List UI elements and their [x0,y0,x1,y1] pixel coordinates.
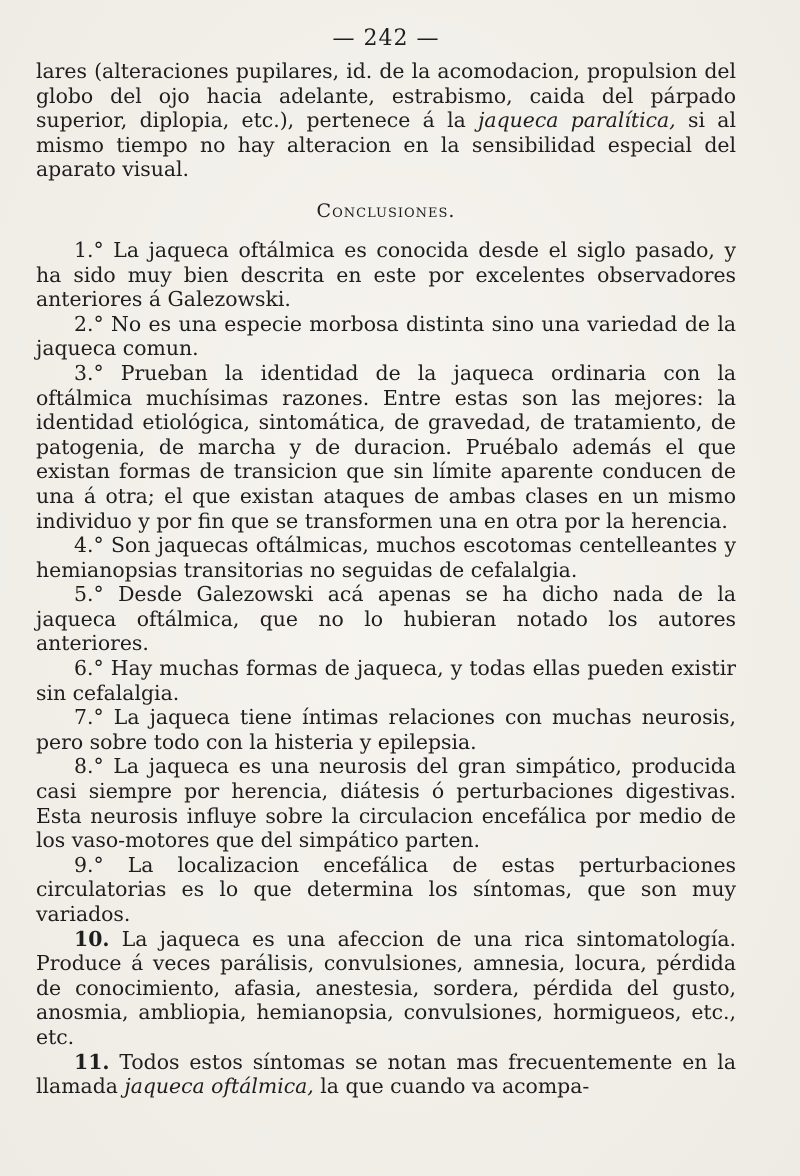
intro-text-1: lares (alteraciones pupilares, id. de la acomodacion, propulsion del globo del ojo hacia adelante, estrabismo, caida del párpado superior, diplopia, etc.), pertenece á la [36,59,736,133]
conclusion-number: 3.° [74,360,104,385]
conclusion-text: La localizacion encefálica de estas perturbaciones circulatorias es lo que determina los síntomas, que son muy variados. [36,852,736,926]
conclusion-4 [36,533,736,582]
conclusion-text: La jaqueca es una afeccion de una rica sintomatología. Produce á veces parálisis, convulsiones, amnesia, locura, pérdida de conocimiento, afasia, anestesia, sordera, pérdida del gusto, anosmia, ambliopia, hemianopsia, convulsiones, hormigueos, etc., etc. [36,926,736,1049]
conclusion-5 [36,582,736,656]
conclusion-number: 9.° [74,852,104,877]
section-heading: Conclusiones. [316,199,456,222]
conclusion-number: 11. [74,1049,110,1074]
conclusion-number: 2.° [74,311,104,336]
conclusion-text: La jaqueca oftálmica es conocida desde el siglo pasado, y ha sido muy bien descrita en este por excelentes observadores anteriores á Galezowski. [36,237,737,312]
conclusion-text: Desde Galezowski acá apenas se ha dicho nada de la jaqueca oftálmica, que no lo hubieran notado los autores anteriores. [36,582,736,656]
intro-paragraph [36,59,736,182]
conclusion-2 [36,312,736,361]
conclusion-text-2: la que cuando va acompa- [313,1074,590,1099]
conclusion-text: Prueban la identidad de la jaqueca ordinaria con la oftálmica muchísimas razones. Entre estas son las mejores: la identidad etiológica, sintomática, de gravedad, de tratamiento, de patogenia, de marcha y de duracion. Pruébalo además el que existan formas de transicion que sin límite aparente conducen de una á otra; el que existan ataques de ambas clases en un mismo individuo y por fin que se transformen una en otra por la herencia. [36,360,736,533]
conclusion-text: Hay muchas formas de jaqueca, y todas ellas pueden existir sin cefalalgia. [36,656,736,705]
conclusion-number: 5.° [74,582,104,607]
conclusion-7 [36,705,736,754]
conclusion-number: 1.° [74,237,104,262]
page-number: — 242 — [332,26,440,51]
intro-italic: jaqueca paralítica, [478,108,676,133]
conclusion-number: 8.° [74,754,104,779]
conclusion-6 [36,656,736,705]
conclusion-8 [36,754,736,852]
conclusion-number: 10. [74,926,110,951]
conclusion-italic: jaqueca oftálmica, [124,1074,314,1099]
conclusion-number: 6.° [74,656,104,681]
conclusion-11 [36,1050,736,1099]
conclusion-text: La jaqueca tiene íntimas relaciones con muchas neurosis, pero sobre todo con la histeria y epilepsia. [36,705,736,754]
intro-text-2: si al mismo tiempo no hay alteracion en la sensibilidad especial del aparato visual. [36,108,736,182]
conclusion-text: Son jaquecas oftálmicas, muchos escotomas centelleantes y hemianopsias transitorias no seguidas de cefalalgia. [36,533,736,582]
conclusion-text-1: Todos estos síntomas se notan mas frecuentemente en la llamada [36,1049,736,1099]
conclusion-text: La jaqueca es una neurosis del gran simpático, producida casi siempre por herencia, diátesis ó perturbaciones digestivas. Esta neurosis influye sobre la circulacion encefálica por medio de los vaso-motores que del simpático parten. [36,754,736,853]
conclusion-10 [36,927,736,1050]
conclusion-number: 7.° [74,705,104,730]
conclusion-number: 4.° [74,533,104,558]
conclusion-text: No es una especie morbosa distinta sino una variedad de la jaqueca comun. [36,311,737,361]
conclusion-9 [36,853,736,927]
conclusion-1 [36,238,736,312]
conclusion-3 [36,361,736,533]
